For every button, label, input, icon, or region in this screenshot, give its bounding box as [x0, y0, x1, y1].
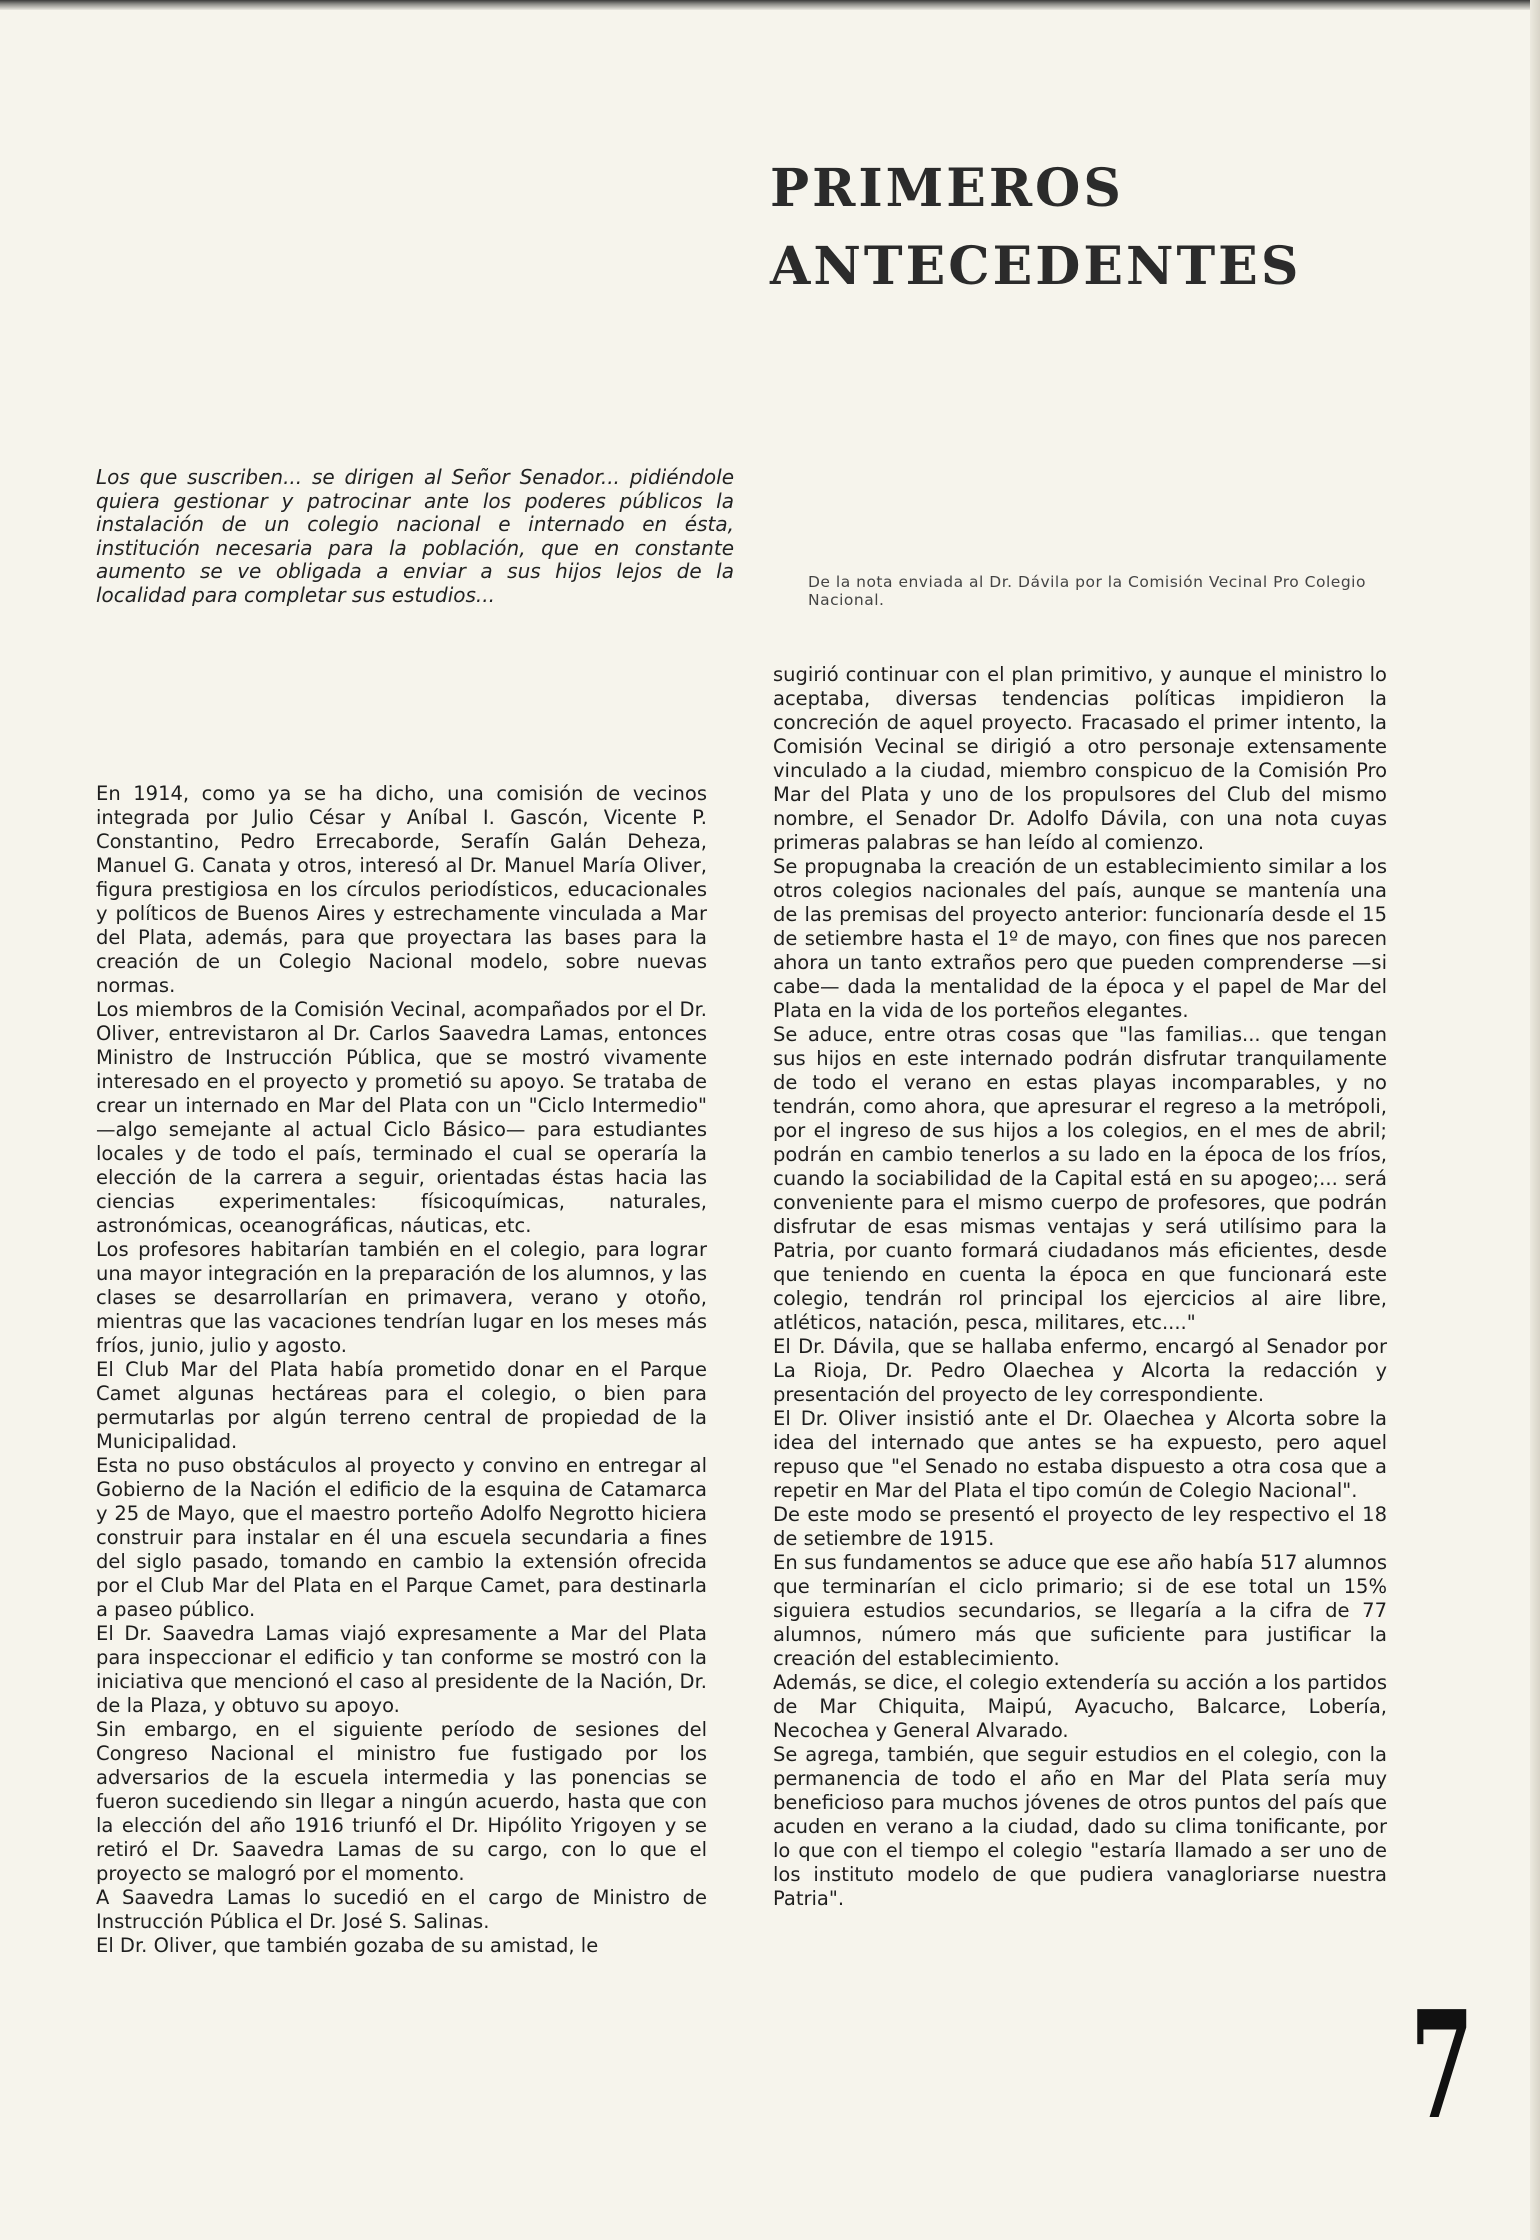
paragraph: Los profesores habitarían también en el colegio, para lograr una mayor integración en la preparación de los alumnos, y las clases se desarrollarían en primavera, verano y otoño, mientras que las vacaciones tendrían lugar en los meses más fríos, junio, julio y agosto.: [96, 1238, 707, 1357]
epigraph-quote: Los que suscriben... se dirigen al Señor Senador... pidiéndole quiera gestionar y patrocinar ante los poderes públicos la instalación de un colegio nacional e internado en ésta, institución necesaria para la población, que en constante aumento se ve obligada a enviar a sus hijos lejos de la localidad para completar sus estudios...: [96, 465, 734, 607]
paragraph: Se aduce, entre otras cosas que "las familias... que tengan sus hijos en este internado podrán disfrutar tranquilamente de todo el verano en estas playas incomparables, y no tendrán, como ahora, que apresurar el regreso a la metrópoli, por el ingreso de sus hijos a los colegios, en el mes de abril; podrán en cambio tenerlos a su lado en la época de los fríos, cuando la sociabilidad de la Capital está en su apogeo;... será conveniente para el mismo cuerpo de profesores, que podrán disfrutar de esas mismas ventajas y será utilísimo para la Patria, por cuanto formará ciudadanos más eficientes, desde que teniendo en cuenta la época en que funcionará este colegio, tendrán rol principal los ejercicios al aire libre, atléticos, natación, pesca, militares, etc....": [773, 1023, 1387, 1334]
paragraph: El Dr. Saavedra Lamas viajó expresamente a Mar del Plata para inspeccionar el edificio y tan conforme se mostró con la iniciativa que mencionó el caso al presidente de la Nación, Dr. de la Plaza, y obtuvo su apoyo.: [96, 1622, 707, 1717]
title-line-1: PRIMEROS: [770, 158, 1124, 219]
paragraph: Los miembros de la Comisión Vecinal, acompañados por el Dr. Oliver, entrevistaron al Dr. Carlos Saavedra Lamas, entonces Ministro de Instrucción Pública, que se mostró vivamente interesado en el proyecto y prometió su apoyo. Se trataba de crear un internado en Mar del Plata con un "Ciclo Intermedio" —algo semejante al actual Ciclo Básico— para estudiantes locales y de todo el país, terminado el cual se operaría la elección de la carrera a seguir, orientadas éstas hacia las ciencias experimentales: físicoquímicas, naturales, astronómicas, oceanográficas, náuticas, etc.: [96, 998, 707, 1237]
paragraph: Además, se dice, el colegio extendería su acción a los partidos de Mar Chiquita, Maipú, Ayacucho, Balcarce, Lobería, Necochea y General Alvarado.: [773, 1671, 1387, 1742]
title-line-2: ANTECEDENTES: [770, 236, 1302, 297]
paragraph: A Saavedra Lamas lo sucedió en el cargo de Ministro de Instrucción Pública el Dr. José S. Salinas.: [96, 1886, 707, 1933]
paragraph: Sin embargo, en el siguiente período de sesiones del Congreso Nacional el ministro fue fustigado por los adversarios de la escuela intermedia y las ponencias se fueron sucediendo sin llegar a ningún acuerdo, hasta que con la elección del año 1916 triunfó el Dr. Hipólito Yrigoyen y se retiró el Dr. Saavedra Lamas de su cargo, con lo que el proyecto se malogró por el momento.: [96, 1718, 707, 1885]
paragraph: Se propugnaba la creación de un establecimiento similar a los otros colegios nacionales del país, aunque se mantenía una de las premisas del proyecto anterior: funcionaría desde el 15 de setiembre hasta el 1º de mayo, con fines que nos parecen ahora un tanto extraños pero que pueden comprenderse —si cabe— dada la mentalidad de la época y el papel de Mar del Plata en la vida de los porteños elegantes.: [773, 855, 1387, 1022]
paragraph: El Club Mar del Plata había prometido donar en el Parque Camet algunas hectáreas para el colegio, o bien para permutarlas por algún terreno central de propiedad de la Municipalidad.: [96, 1358, 707, 1453]
paragraph: Esta no puso obstáculos al proyecto y convino en entregar al Gobierno de la Nación el edificio de la esquina de Catamarca y 25 de Mayo, que el maestro porteño Adolfo Negrotto hiciera construir para instalar en él una escuela secundaria a fines del siglo pasado, tomando en cambio la extensión ofrecida por el Club Mar del Plata en el Parque Camet, para destinarla a paseo público.: [96, 1454, 707, 1621]
paragraph: En 1914, como ya se ha dicho, una comisión de vecinos integrada por Julio César y Aníbal I. Gascón, Vicente P. Constantino, Pedro Errecaborde, Serafín Galán Deheza, Manuel G. Canata y otros, interesó al Dr. Manuel María Oliver, figura prestigiosa en los círculos periodísticos, educacionales y políticos de Buenos Aires y estrechamente vinculada a Mar del Plata, además, para que proyectara las bases para la creación de un Colegio Nacional modelo, sobre nuevas normas.: [96, 782, 707, 997]
epigraph-source: De la nota enviada al Dr. Dávila por la Comisión Vecinal Pro Colegio Nacional.: [808, 573, 1366, 609]
paragraph: Se agrega, también, que seguir estudios en el colegio, con la permanencia de todo el año en Mar del Plata sería muy beneficioso para muchos jóvenes de otros puntos del país que acuden en verano a la ciudad, dado su clima tonificante, por lo que con el tiempo el colegio "estaría llamado a ser uno de los instituto modelo de que pudiera vanagloriarse nuestra Patria".: [773, 1743, 1387, 1910]
page-top-edge: [0, 0, 1540, 10]
paragraph: El Dr. Oliver, que también gozaba de su amistad, le: [96, 1934, 599, 1957]
page-right-edge: [1530, 0, 1540, 2240]
paragraph: El Dr. Oliver insistió ante el Dr. Olaechea y Alcorta sobre la idea del internado que antes se ha expuesto, pero aquel repuso que "el Senado no estaba dispuesto a otra cosa que a repetir en Mar del Plata el tipo común de Colegio Nacional".: [773, 1407, 1387, 1502]
page-number: 7: [1410, 1978, 1474, 2152]
paragraph: sugirió continuar con el plan primitivo, y aunque el ministro lo aceptaba, diversas tendencias políticas impidieron la concreción de aquel proyecto. Fracasado el primer intento, la Comisión Vecinal se dirigió a otro personaje extensamente vinculado a la ciudad, miembro conspicuo de la Comisión Pro Mar del Plata y uno de los propulsores del Club del mismo nombre, el Senador Dr. Adolfo Dávila, con una nota cuyas primeras palabras se han leído al comienzo.: [773, 663, 1387, 854]
paragraph: En sus fundamentos se aduce que ese año había 517 alumnos que terminarían el ciclo primario; si de ese total un 15% siguiera estudios secundarios, se llegaría a la cifra de 77 alumnos, número más que suficiente para justificar la creación del establecimiento.: [773, 1551, 1387, 1670]
paragraph: El Dr. Dávila, que se hallaba enfermo, encargó al Senador por La Rioja, Dr. Pedro Olaechea y Alcorta la redacción y presentación del proyecto de ley correspondiente.: [773, 1335, 1387, 1406]
right-column: [773, 663, 1387, 1911]
page-title: [770, 150, 1301, 306]
left-column: [96, 782, 707, 1958]
paragraph: De este modo se presentó el proyecto de ley respectivo el 18 de setiembre de 1915.: [773, 1503, 1387, 1550]
